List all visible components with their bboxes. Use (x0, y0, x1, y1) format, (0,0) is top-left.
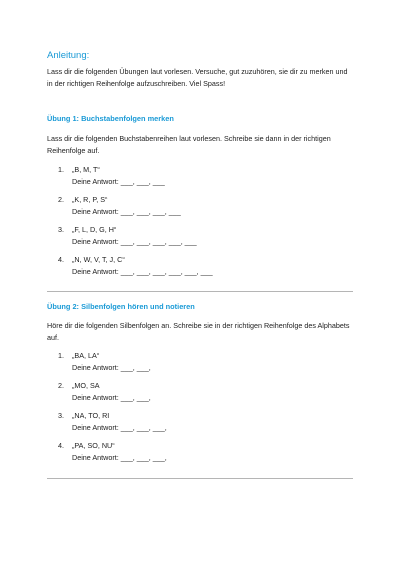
item-sequence: „PA, SO, NU“ (72, 441, 115, 450)
exercise2-heading: Übung 2: Silbenfolgen hören und notieren (47, 302, 195, 311)
item-number: 4. (58, 255, 64, 264)
exercise2-item-3 (58, 410, 167, 433)
exercise2-instructions: Höre dir die folgenden Silbenfolgen an. Schreibe sie in der richtigen Reihenfolge des Alphabets auf. (47, 321, 350, 342)
exercise1-item-3 (58, 224, 197, 247)
answer-line: Deine Antwort: ___, ___, ___, (72, 452, 167, 462)
exercise1-item-2 (58, 194, 181, 217)
answer-line: Deine Antwort: ___, ___, (72, 392, 151, 402)
item-number: 1. (58, 165, 64, 174)
answer-line: Deine Antwort: ___, ___, ___ (72, 176, 165, 186)
exercise1-heading: Übung 1: Buchstabenfolgen merken (47, 114, 174, 123)
item-sequence: „BA, LA“ (72, 351, 100, 360)
exercise2-item-4 (58, 440, 167, 463)
item-sequence: „B, M, T“ (72, 165, 100, 174)
answer-line: Deine Antwort: ___, ___, (72, 362, 151, 372)
item-sequence: „N, W, V, T, J, C“ (72, 255, 125, 264)
answer-line: Deine Antwort: ___, ___, ___, ___, ___, ___ (72, 266, 213, 276)
instruction-heading: Anleitung: (47, 50, 90, 61)
item-number: 3. (58, 411, 64, 420)
item-number: 4. (58, 441, 64, 450)
item-sequence: „F, L, D, G, H“ (72, 225, 117, 234)
item-sequence: „NA, TO, RI (72, 411, 110, 420)
exercise2-item-2 (58, 380, 151, 403)
section-divider (47, 291, 353, 292)
exercise2-item-1 (58, 350, 151, 373)
item-number: 2. (58, 381, 64, 390)
exercise1-item-4 (58, 254, 213, 277)
answer-line: Deine Antwort: ___, ___, ___, ___, ___ (72, 236, 197, 246)
item-number: 1. (58, 351, 64, 360)
item-number: 3. (58, 225, 64, 234)
item-number: 2. (58, 195, 64, 204)
exercise1-instructions: Lass dir die folgenden Buchstabenreihen laut vorlesen. Schreibe sie dann in der richtigen Reihenfolge auf. (47, 134, 331, 155)
instruction-text: Lass dir die folgenden Übungen laut vorlesen. Versuche, gut zuzuhören, sie dir zu merken und in der richtigen Reihenfolge aufzuschreiben. Viel Spass! (47, 67, 348, 88)
section-divider (47, 478, 353, 479)
exercise1-item-1 (58, 164, 165, 187)
item-sequence: „MO, SA (72, 381, 100, 390)
answer-line: Deine Antwort: ___, ___, ___, ___ (72, 206, 181, 216)
item-sequence: „K, R, P, S“ (72, 195, 108, 204)
answer-line: Deine Antwort: ___, ___, ___, (72, 422, 167, 432)
